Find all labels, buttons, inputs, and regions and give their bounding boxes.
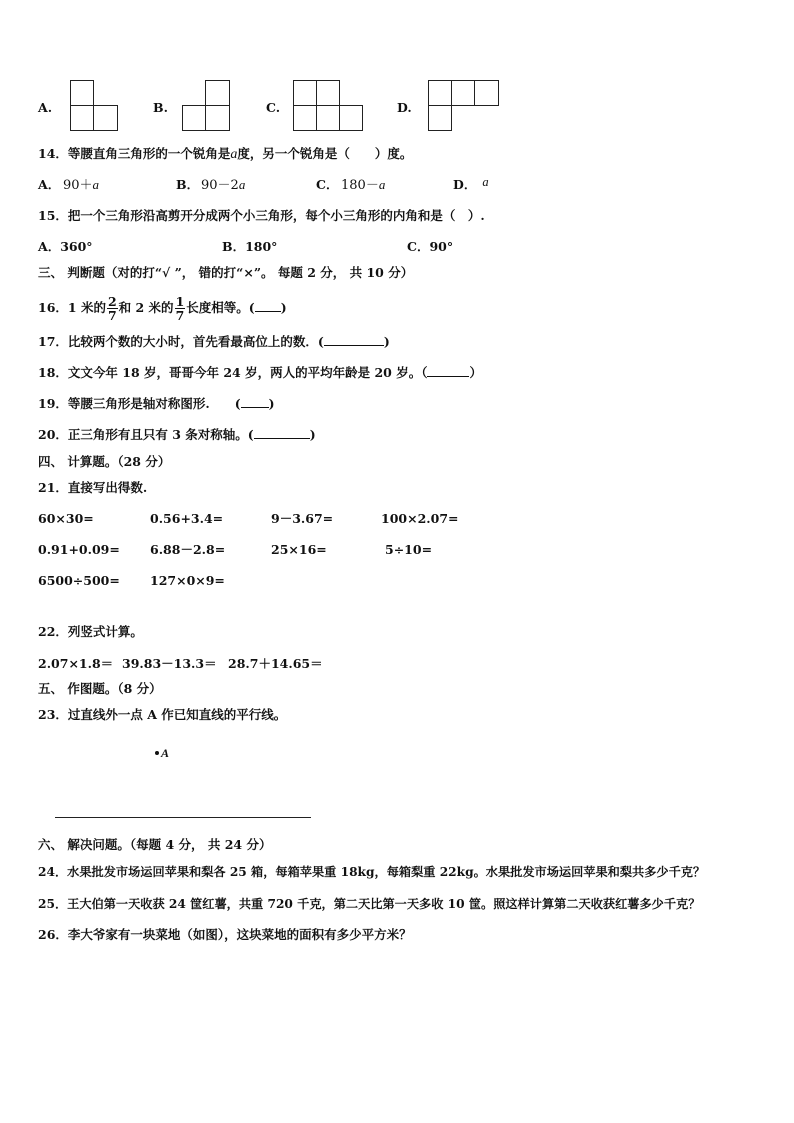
- q21-item: 9－3.67=: [271, 511, 334, 526]
- q16: [38, 294, 287, 322]
- q19: [38, 395, 275, 412]
- q21-item: 6.88－2.8=: [150, 542, 226, 557]
- q13-option-b-label: B.: [153, 100, 168, 115]
- q14-var: a: [230, 147, 238, 162]
- q16-fraction-2-den: 7: [175, 308, 185, 323]
- q16-pre: 16．1 米的: [38, 300, 106, 315]
- q18-answer-blank[interactable]: [427, 364, 469, 377]
- q16-close: ): [280, 300, 287, 315]
- q15-option-c: C．90°: [407, 239, 454, 254]
- q15-option-b: B．180°: [222, 239, 278, 254]
- section-4-title: 四、 计算题。（28 分）: [38, 454, 171, 469]
- q13-option-a-label: A.: [38, 100, 53, 115]
- q14-option-a: [38, 177, 60, 193]
- point-a-label: A: [161, 746, 170, 760]
- q14-option-d-value: a: [482, 175, 489, 189]
- q16-answer-blank[interactable]: [255, 299, 281, 312]
- given-line: [55, 817, 311, 818]
- q18-text: 18．文文今年 18 岁，哥哥今年 24 岁，两人的平均年龄是 20 岁。（: [38, 365, 428, 380]
- q16-fraction-1: [107, 295, 118, 322]
- section-6-title: 六、 解决问题。（每题 4 分， 共 24 分）: [38, 837, 272, 852]
- q21-item: 0.56+3.4=: [150, 511, 224, 526]
- q22-title: 22．列竖式计算。: [38, 624, 143, 639]
- q22-item: 28.7＋14.65＝: [228, 656, 323, 671]
- q14-stem-pre: 14．等腰直角三角形的一个锐角是: [38, 146, 231, 161]
- q19-close: ): [268, 396, 275, 411]
- q22-item: 2.07×1.8＝: [38, 656, 114, 671]
- q17: [38, 333, 390, 350]
- q17-text: 17．比较两个数的大小时，首先看最高位上的数．(: [38, 334, 324, 349]
- q14-option-d-label: D．: [453, 177, 477, 192]
- section-5-title: 五、 作图题。（8 分）: [38, 681, 162, 696]
- point-a-dot: [155, 751, 159, 755]
- q14-option-b: [176, 177, 199, 193]
- q21-title: 21．直接写出得数.: [38, 480, 148, 495]
- section-3-title: 三、 判断题（对的打“√ ”， 错的打“×”。 每题 2 分， 共 10 分）: [38, 265, 414, 280]
- q23-title: 23．过直线外一点 A 作已知直线的平行线。: [38, 707, 287, 722]
- q14-option-c-value: 180－a: [341, 177, 386, 193]
- q15-option-a: A．360°: [38, 239, 93, 254]
- q19-text: 19．等腰三角形是轴对称图形. (: [38, 396, 241, 411]
- q25: 25．王大伯第一天收获 24 筐红薯，共重 720 千克，第二天比第一天多收 10 筐。照这样计算第二天收获红薯多少千克？: [38, 897, 701, 911]
- q21-item: 60×30=: [38, 511, 94, 526]
- q14-stem: [38, 146, 412, 163]
- q21-item: 127×0×9=: [150, 573, 225, 588]
- q14-option-b-value: 90－2a: [201, 177, 246, 193]
- q17-answer-blank[interactable]: [324, 333, 384, 346]
- q13-figure-d: [428, 80, 502, 132]
- q13-option-c-label: C.: [266, 100, 281, 115]
- q20-answer-blank[interactable]: [254, 426, 310, 439]
- q13-figure-b: [182, 80, 232, 132]
- q21-item: 6500÷500=: [38, 573, 120, 588]
- q14-stem-post: 度，另一个锐角是（ ）度。: [237, 146, 413, 161]
- q16-mid: 和 2 米的: [118, 300, 174, 315]
- q13-figure-a: [70, 80, 120, 132]
- q24: 24．水果批发市场运回苹果和梨各 25 箱，每箱苹果重 18kg，每箱梨重 22kg。水果批发市场运回苹果和梨共多少千克？: [38, 865, 706, 879]
- q21-item: 25×16=: [271, 542, 327, 557]
- q14-option-c-label: C．: [316, 177, 339, 192]
- q20-close: ): [309, 427, 316, 442]
- q21-item: 0.91+0.09=: [38, 542, 120, 557]
- q19-answer-blank[interactable]: [241, 395, 269, 408]
- q26: 26．李大爷家有一块菜地（如图），这块菜地的面积有多少平方米？: [38, 927, 412, 942]
- q21-item: 5÷10=: [385, 542, 433, 557]
- q16-post: 长度相等。(: [186, 300, 255, 315]
- q22-item: 39.83－13.3＝: [122, 656, 217, 671]
- q14-option-c: [316, 177, 338, 193]
- q14-option-b-label: B．: [176, 177, 200, 192]
- q14-option-d: [453, 177, 489, 193]
- q16-fraction-2-num: 1: [175, 294, 185, 309]
- q13-option-d-label: D.: [397, 100, 412, 115]
- q16-fraction-1-den: 7: [107, 308, 117, 323]
- q14-option-a-label: A．: [38, 177, 61, 192]
- q15-stem: 15．把一个三角形沿高剪开分成两个小三角形，每个小三角形的内角和是（ ）.: [38, 208, 485, 223]
- q18-close: ）: [469, 365, 482, 380]
- q18: [38, 364, 482, 381]
- q13-figure-c: [293, 80, 365, 132]
- q20-text: 20．正三角形有且只有 3 条对称轴。(: [38, 427, 254, 442]
- q21-item: 100×2.07=: [381, 511, 459, 526]
- q17-close: ): [383, 334, 390, 349]
- q20: [38, 426, 316, 443]
- q16-fraction-2: [175, 295, 186, 322]
- q16-fraction-1-num: 2: [107, 294, 117, 309]
- q14-option-a-value: 90＋a: [63, 177, 100, 193]
